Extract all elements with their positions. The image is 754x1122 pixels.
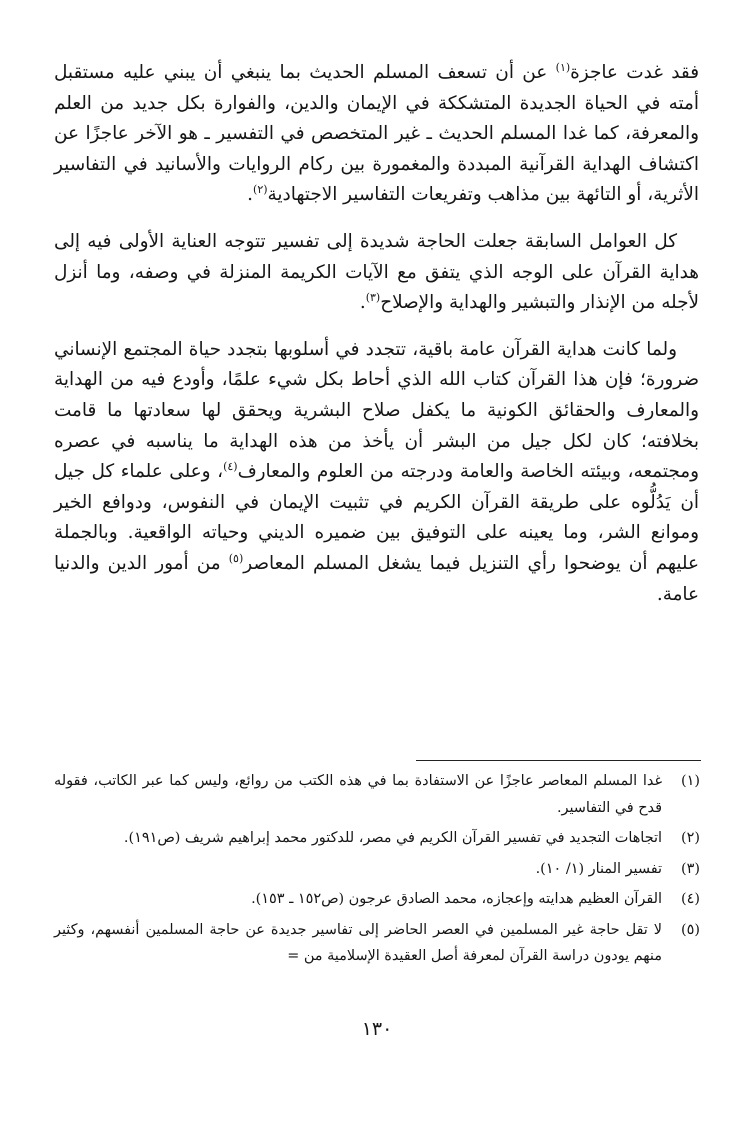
- page-number: ١٣٠: [361, 1018, 393, 1040]
- main-text: [54, 58, 699, 626]
- paragraph-2: [54, 227, 699, 319]
- footnote-ref-3: (٣): [365, 291, 381, 305]
- footnote-item: [54, 825, 702, 852]
- footnote-text: غدا المسلم المعاصر عاجزًا عن الاستفادة بما في هذه الكتب من روائع، وليس كما عبر الكاتب، فقوله قدح في التفاسير.: [54, 773, 662, 816]
- paragraph-3: [54, 335, 699, 610]
- footnote-text: اتجاهات التجديد في تفسير القرآن الكريم في مصر، للدكتور محمد إبراهيم شريف (ص١٩١).: [123, 830, 662, 846]
- paragraph-3-text-c: من أمور الدين والدنيا عامة.: [54, 552, 699, 605]
- footnote-text: لا تقل حاجة غير المسلمين في العصر الحاضر إلى تفاسير جديدة عن حاجة المسلمين أنفسهم، وكثير منهم يودون دراسة القرآن لمعرفة أصل العقيدة الإسلامية من =: [54, 921, 662, 964]
- paragraph-1-text-c: .: [247, 184, 254, 206]
- footnote-item: [54, 856, 702, 883]
- footnote-number: (٢): [681, 830, 700, 846]
- footnote-number: (١): [681, 773, 700, 789]
- footnote-ref-1: (١): [555, 60, 571, 74]
- footnote-text: القرآن العظيم هدايته وإعجازه، محمد الصادق عرجون (ص١٥٢ ـ ١٥٣).: [251, 891, 662, 907]
- footnote-number: (٣): [681, 860, 700, 877]
- paragraph-3-text-b: ، وعلى علماء كل جيل أن يَدُلُّوه على طريقة القرآن الكريم في تثبيت الإيمان في النفوس، ودوافع الخير وموانع الشر، وما يعينه على التوفيق بين ضميره الديني وحياته الواقعية. وبالجملة عليهم أن يوضحوا رأي التنزيل فيما يشغل المسلم المعاصر: [54, 461, 699, 574]
- paragraph-2-text-a: كل العوامل السابقة جعلت الحاجة شديدة إلى تفسير تتوجه العناية الأولى فيه إلى هداية القرآن على الوجه الذي يتفق مع الآيات الكريمة المنزلة في وصفه، وما أنزل لأجله من الإنذار والتبشير والهداية والإصلاح: [54, 230, 699, 314]
- paragraph-1: [54, 58, 699, 211]
- footnote-item: [54, 917, 702, 970]
- footnote-number: (٥): [681, 921, 700, 938]
- footnote-ref-2: (٢): [253, 183, 268, 197]
- footnote-text: تفسير المنار (١/ ١٠).: [535, 860, 662, 877]
- footnote-item: [54, 886, 702, 913]
- paragraph-2-text-b: .: [359, 292, 366, 314]
- paragraph-1-text-a: فقد غدت عاجزة: [570, 62, 699, 83]
- footnote-divider: [416, 760, 701, 761]
- footnote-ref-4: (٤): [223, 460, 238, 473]
- paragraph-1-text-b: عن أن تسعف المسلم الحديث بما ينبغي أن يبني عليه مستقبل أمته في الحياة الجديدة المتشككة في الإيمان والدين، والفوارة بكل جديد من العلم والمعرفة، كما غدا المسلم الحديث ـ غير المتخصص في التفسير ـ هو الآخر عاجزًا عن اكتشاف الهداية القرآنية المبددة والمغمورة بين ركام الروايات والأسانيد في التفاسير الأثرية، أو التائهة بين مذاهب وتفريعات التفاسير الاجتهادية: [54, 62, 699, 206]
- footnote-number: (٤): [681, 891, 700, 907]
- footnotes: [54, 768, 702, 974]
- footnote-ref-5: (٥): [228, 551, 244, 565]
- footnote-item: [54, 768, 702, 821]
- paragraph-3-text-a: ولما كانت هداية القرآن عامة باقية، تتجدد في أسلوبها بتجدد حياة المجتمع الإنساني ضرورة؛ فإن هذا القرآن كتاب الله الذي أحاط بكل شيء علمًا، وأودع فيه من الهداية والمعارف والحقائق الكونية ما يكفل صلاح البشرية ويحقق لها سعادتها ما قامت بخلافته؛ كان لكل جيل من البشر أن يأخذ من هذه الهداية ما يناسبه في عصره ومجتمعه، وبيئته الخاصة والعامة ودرجته من العلوم والمعارف: [54, 338, 699, 483]
